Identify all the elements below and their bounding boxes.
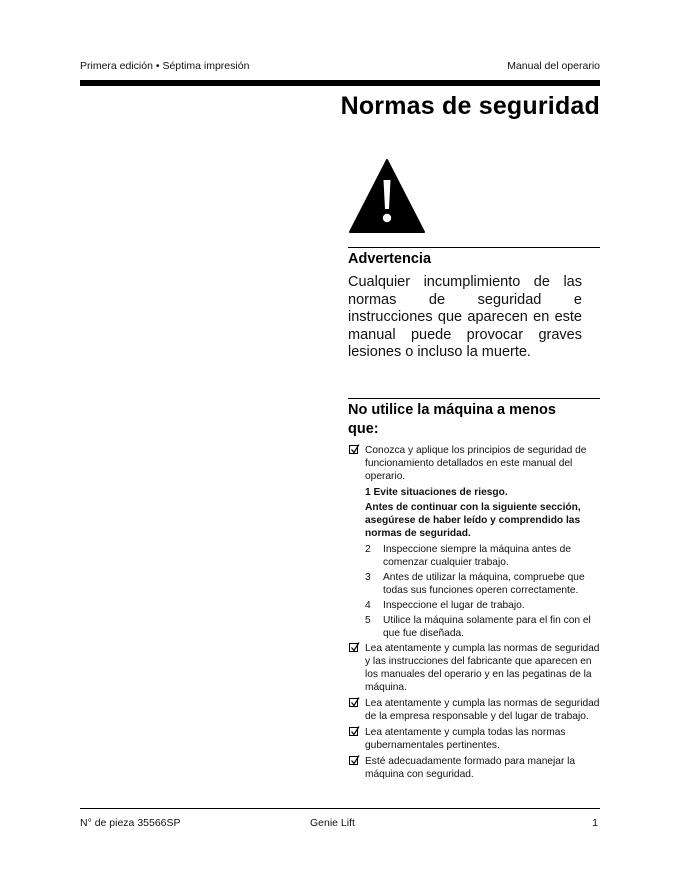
- step-item: [365, 543, 602, 569]
- section-top-rule: [348, 398, 600, 399]
- header-edition: Primera edición • Séptima impresión: [80, 60, 250, 72]
- step-text: Inspeccione siempre la máquina antes de comenzar cualquier trabajo.: [383, 544, 572, 568]
- footer-part-number: N° de pieza 35566SP: [80, 817, 181, 829]
- checkbox-icon: [349, 756, 358, 765]
- step-text: Antes de utilizar la máquina, compruebe que todas sus funciones operen correctamente.: [383, 572, 585, 596]
- warning-heading: Advertencia: [348, 251, 432, 267]
- step-item: [365, 571, 602, 597]
- step-item: [365, 599, 602, 612]
- requirements-list: [348, 444, 602, 784]
- page-title: Normas de seguridad: [340, 92, 600, 120]
- checklist-item-text: Conozca y aplique los principios de seguridad de funcionamiento detallados en este manual del operario.: [365, 445, 587, 482]
- step-1: 1 Evite situaciones de riesgo.: [365, 487, 508, 498]
- page-number: 1: [592, 817, 598, 829]
- checkbox-icon: [349, 643, 358, 652]
- checklist-item: [348, 726, 602, 752]
- footer-brand: Genie Lift: [310, 817, 355, 829]
- checklist-item: [348, 755, 602, 781]
- checklist-item: [348, 444, 602, 483]
- step-number: 5: [365, 615, 371, 626]
- procedure-block: [348, 486, 602, 640]
- step-number: 2: [365, 544, 371, 555]
- safety-note: Antes de continuar con la siguiente sección, asegúrese de haber leído y comprendido las normas de seguridad.: [365, 502, 581, 539]
- header-divider: [80, 80, 600, 86]
- warning-top-rule: [348, 247, 600, 248]
- checklist-item-text: Esté adecuadamente formado para manejar la máquina con seguridad.: [365, 756, 576, 780]
- header-manual-title: Manual del operario: [507, 60, 600, 72]
- checkbox-icon: [349, 698, 358, 707]
- checklist-item-text: Lea atentamente y cumpla las normas de seguridad y las instrucciones del fabricante que aparecen en los manuales del operario y en las pegatinas de la máquina.: [365, 643, 600, 693]
- step-number: 4: [365, 600, 371, 611]
- section-heading: No utilice la máquina a menos que:: [348, 402, 556, 437]
- warning-triangle-icon: [348, 158, 426, 234]
- warning-text: Cualquier incumplimiento de las normas de seguridad e instrucciones que aparecen en este manual puede provocar graves lesiones o incluso la muerte.: [348, 274, 582, 360]
- checklist-item: [348, 642, 602, 694]
- step-text: Utilice la máquina solamente para el fin con el que fue diseñada.: [383, 615, 591, 639]
- checkbox-icon: [349, 727, 358, 736]
- step-number: 3: [365, 572, 371, 583]
- checkbox-icon: [349, 445, 358, 454]
- step-text: Inspeccione el lugar de trabajo.: [383, 600, 525, 611]
- checklist-item-text: Lea atentamente y cumpla las normas de seguridad de la empresa responsable y del lugar de trabajo.: [365, 698, 600, 722]
- checklist-item-text: Lea atentamente y cumpla todas las normas gubernamentales pertinentes.: [365, 727, 566, 751]
- checklist-item: [348, 697, 602, 723]
- footer-divider: [80, 808, 600, 809]
- step-item: [365, 614, 602, 640]
